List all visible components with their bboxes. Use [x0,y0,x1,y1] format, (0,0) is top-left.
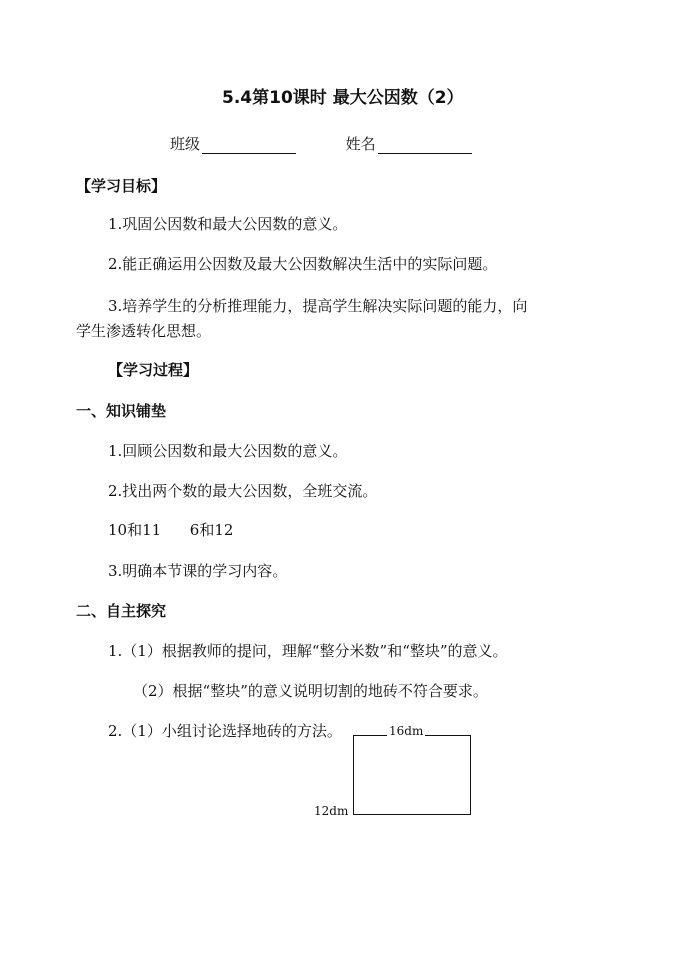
objective-item-3: 3.培养学生的分析推理能力，提高学生解决实际问题的能力，向 [108,297,528,315]
process-heading: 【学习过程】 [108,361,199,379]
class-label: 班级 [170,135,201,153]
part1-number-pairs: 10和11 6和12 [108,521,234,539]
floor-tile-figure [310,722,480,822]
part2-item-1-sub2: （2）根据“整块”的意义说明切割的地砖不符合要求。 [133,682,488,700]
objective-item-3-cont: 学生渗透转化思想。 [76,322,212,340]
objective-item-1: 1.巩固公因数和最大公因数的意义。 [108,215,348,233]
page-title: 5.4第10课时 最大公因数（2） [222,88,464,108]
height-label: 12dm [314,804,349,818]
part2-item-2: 2.（1）小组讨论选择地砖的方法。 [108,722,342,740]
part1-item-1: 1.回顾公因数和最大公因数的意义。 [108,442,348,460]
part1-item-3: 3.明确本节课的学习内容。 [108,562,288,580]
objectives-heading: 【学习目标】 [76,177,167,195]
objective-item-2: 2.能正确运用公因数及最大公因数解决生活中的实际问题。 [108,255,498,273]
part1-item-2: 2.找出两个数的最大公因数，全班交流。 [108,482,378,500]
student-info [170,134,472,154]
part2-item-1: 1.（1）根据教师的提问，理解“整分米数”和“整块”的意义。 [108,642,508,660]
floor-rectangle [353,735,471,815]
part1-heading: 一、知识铺垫 [76,402,167,420]
name-blank[interactable] [378,137,472,154]
class-blank[interactable] [202,137,296,154]
part2-heading: 二、自主探究 [76,602,167,620]
width-label: 16dm [389,724,424,738]
name-label: 姓名 [345,135,376,153]
